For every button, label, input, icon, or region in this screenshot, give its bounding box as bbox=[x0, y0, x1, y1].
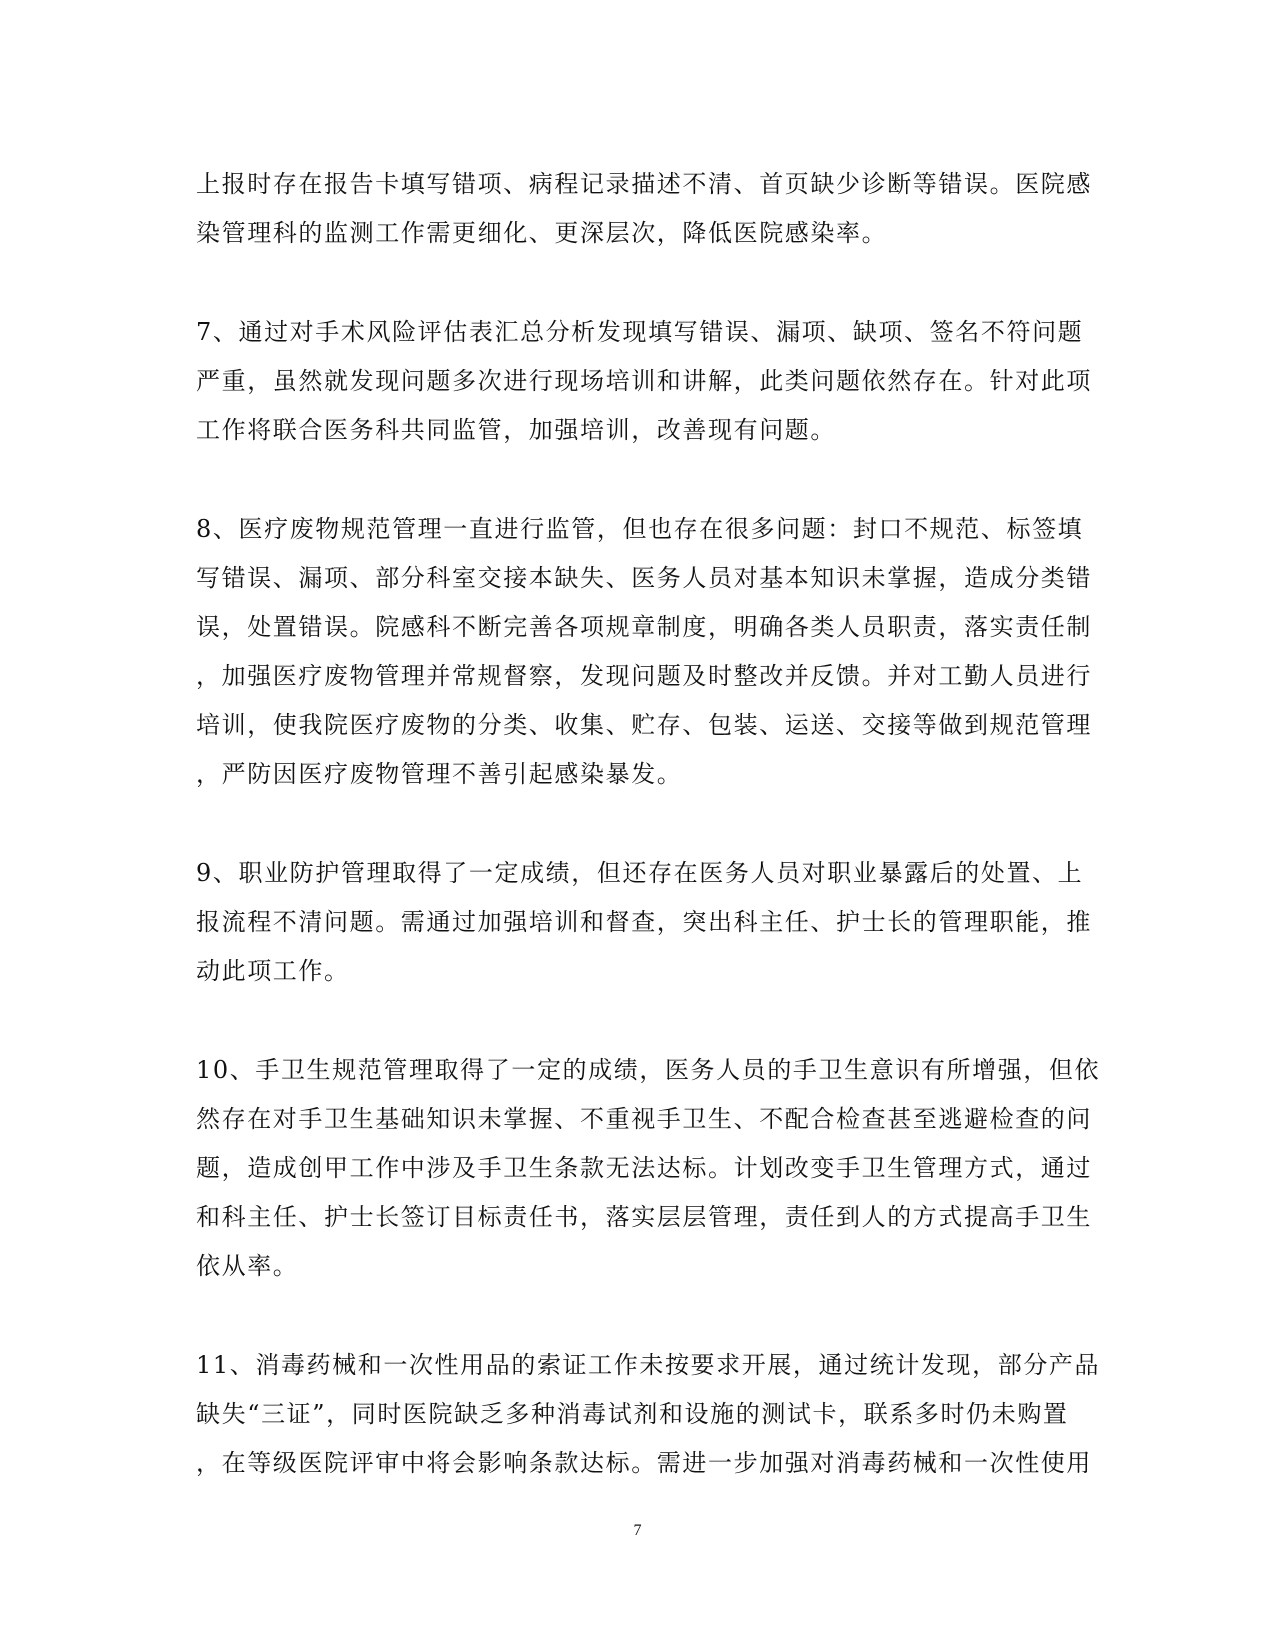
page-number: 7 bbox=[633, 1522, 642, 1539]
text-line: 11、消毒药械和一次性用品的索证工作未按要求开展，通过统计发现，部分产品 bbox=[196, 1351, 1101, 1379]
paragraph-item-7 bbox=[196, 308, 1092, 455]
text-line: 动此项工作。 bbox=[196, 957, 350, 985]
text-line: 和科主任、护士长签订目标责任书，落实层层管理，责任到人的方式提高手卫生 bbox=[196, 1203, 1092, 1231]
text-line: 7、通过对手术风险评估表汇总分析发现填写错误、漏项、缺项、签名不符问题 bbox=[196, 318, 1084, 346]
text-line: 依从率。 bbox=[196, 1252, 299, 1280]
text-line: 染管理科的监测工作需更细化、更深层次，降低医院感染率。 bbox=[196, 219, 888, 247]
text-line: 工作将联合医务科共同监管，加强培训，改善现有问题。 bbox=[196, 416, 836, 444]
text-line: 10、手卫生规范管理取得了一定的成绩，医务人员的手卫生意识有所增强，但依 bbox=[196, 1056, 1101, 1084]
text-line: 培训，使我院医疗废物的分类、收集、贮存、包装、运送、交接等做到规范管理 bbox=[196, 711, 1092, 739]
text-line: 报流程不清问题。需通过加强培训和督查，突出科主任、护士长的管理职能，推 bbox=[196, 908, 1092, 936]
text-line: ，在等级医院评审中将会影响条款达标。需进一步加强对消毒药械和一次性使用 bbox=[196, 1449, 1092, 1477]
paragraph-item-9 bbox=[196, 849, 1092, 996]
body-text bbox=[196, 160, 1101, 1538]
text-line: 然存在对手卫生基础知识未掌握、不重视手卫生、不配合检查甚至逃避检查的问 bbox=[196, 1105, 1092, 1133]
text-line: 上报时存在报告卡填写错项、病程记录描述不清、首页缺少诊断等错误。医院感 bbox=[196, 170, 1092, 198]
text-line: 题，造成创甲工作中涉及手卫生条款无法达标。计划改变手卫生管理方式，通过 bbox=[196, 1154, 1092, 1182]
text-line: ，严防因医疗废物管理不善引起感染暴发。 bbox=[196, 760, 683, 788]
paragraph-item-11 bbox=[196, 1341, 1101, 1488]
text-line: 误，处置错误。院感科不断完善各项规章制度，明确各类人员职责，落实责任制 bbox=[196, 613, 1092, 641]
paragraph-continuation bbox=[196, 160, 1092, 258]
text-line: ，加强医疗废物管理并常规督察，发现问题及时整改并反馈。并对工勤人员进行 bbox=[196, 662, 1092, 690]
text-line: 8、医疗废物规范管理一直进行监管，但也存在很多问题：封口不规范、标签填 bbox=[196, 515, 1084, 543]
text-line: 写错误、漏项、部分科室交接本缺失、医务人员对基本知识未掌握，造成分类错 bbox=[196, 564, 1092, 592]
paragraph-item-8 bbox=[196, 505, 1092, 799]
text-line: 严重，虽然就发现问题多次进行现场培训和讲解，此类问题依然存在。针对此项 bbox=[196, 367, 1092, 395]
text-line: 9、职业防护管理取得了一定成绩，但还存在医务人员对职业暴露后的处置、上 bbox=[196, 859, 1084, 887]
paragraph-item-10 bbox=[196, 1046, 1101, 1291]
text-line: 缺失“三证”，同时医院缺乏多种消毒试剂和设施的测试卡，联系多时仍未购置 bbox=[196, 1400, 1069, 1428]
